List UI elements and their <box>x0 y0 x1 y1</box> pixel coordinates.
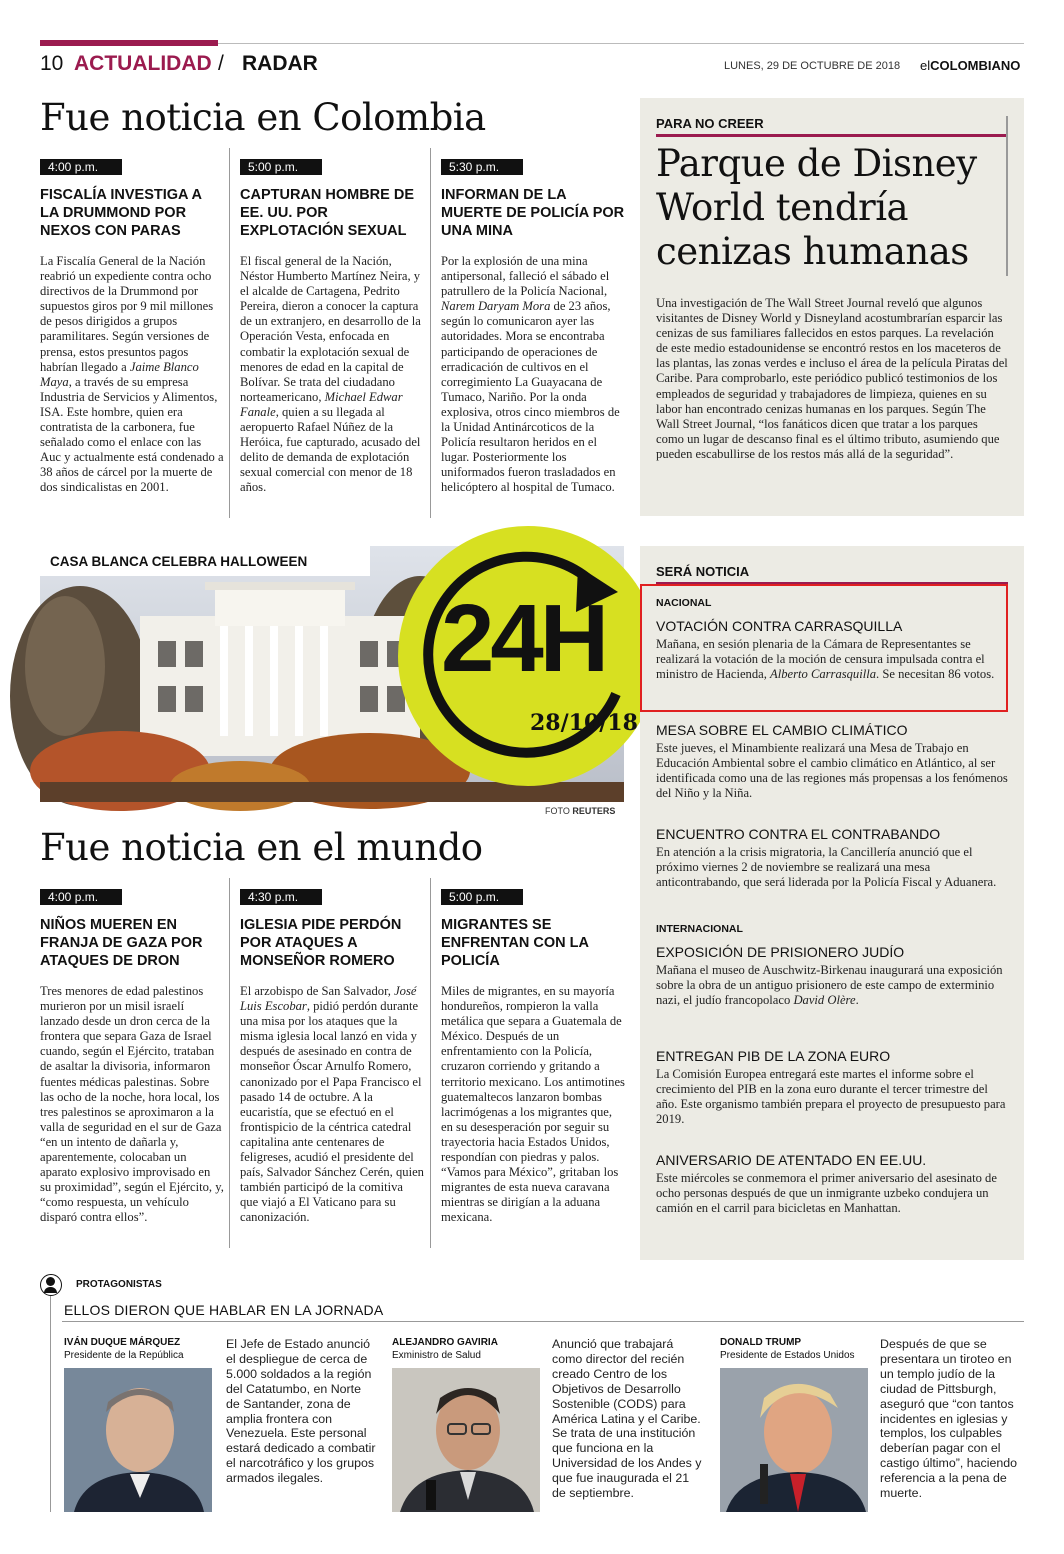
upcoming-news-body: Este miércoles se conmemora el primer aniversario del asesinato de ocho personas después de que un inmigrante uzbeko condujera un camión en el carril para bicicletas en Manhattan. <box>656 1171 997 1216</box>
newspaper-name: elCOLOMBIANO <box>920 58 1021 73</box>
column-divider <box>430 148 431 518</box>
news-time-badge: 4:30 p.m. <box>240 889 322 905</box>
disney-panel <box>640 98 1024 516</box>
person-role: Presidente de la República <box>64 1350 184 1361</box>
protagonistas-subtitle: ELLOS DIERON QUE HABLAR EN LA JORNADA <box>64 1302 384 1318</box>
colombia-news-3 <box>441 158 625 496</box>
news-body: Tres menores de edad palestinos murieron por un misil israelí lanzado desde un dron cerca de la frontera que separa Gaza de Israel cuando, según el Ejército, trataban de asaltar la divisoria, informaron fuentes médicas palestinas. Sobre las ocho de la noche, hora local, los tres palestinos se aproximaron a la valla de seguridad en el sur de Gaza “en un intento de dañarla y, aparentemente, colocaban un aparato explosivo improvisado en su proximidad”, según el Ejército, y, “como respuesta, un vehículo disparó contra ellos”. <box>40 984 224 1225</box>
24h-badge-text: 24H <box>440 585 606 692</box>
mundo-news-1 <box>40 888 224 1226</box>
person-role: Presidente de Estados Unidos <box>720 1350 855 1361</box>
disney-side-rule <box>1006 116 1008 276</box>
24h-badge-date: 28/10/18 <box>530 710 638 736</box>
subsection-name: RADAR <box>242 52 318 75</box>
upcoming-news-body: La Comisión Europea entregará este martes el informe sobre el crecimiento del PIB en la zona euro durante el tercer trimestre del año. Este organismo también prepara el proyecto de presupuesto para 2019. <box>656 1067 1006 1127</box>
upcoming-news-title: ENTREGAN PIB DE LA ZONA EURO <box>656 1048 891 1064</box>
news-time-badge: 5:00 p.m. <box>441 889 523 905</box>
portrait-placeholder <box>64 1368 212 1512</box>
gaviria-photo <box>392 1368 540 1512</box>
news-headline: INFORMAN DE LA MUERTE DE POLICÍA POR UNA MINA <box>441 187 625 239</box>
person-name: DONALD TRUMP <box>720 1337 802 1348</box>
news-time-badge: 5:30 p.m. <box>441 159 523 175</box>
section-name: ACTUALIDAD <box>74 52 212 75</box>
news-headline: IGLESIA PIDE PERDÓN POR ATAQUES A MONSEÑOR ROMERO <box>240 917 402 969</box>
upcoming-news-4 <box>656 944 1008 1008</box>
issue-date: LUNES, 29 DE OCTUBRE DE 2018 <box>724 60 901 72</box>
news-headline: CAPTURAN HOMBRE DE EE. UU. POR EXPLOTACIÓN SEXUAL <box>240 187 414 239</box>
photo-credit: FOTO REUTERS <box>545 806 616 816</box>
upcoming-news-title: ANIVERSARIO DE ATENTADO EN EE.UU. <box>656 1152 927 1168</box>
person-role: Exministro de Salud <box>392 1350 481 1361</box>
news-time-badge: 4:00 p.m. <box>40 889 122 905</box>
news-body: El arzobispo de San Salvador, José Luis Escobar, pidió perdón durante una misa por los ataques que la misma iglesia local lanzó en vida y después de asesinado en contra de monseñor Óscar Arnulfo Romero, canonizado por el Papa Francisco el pasado 14 de octubre. A la eucaristía, que se efectuó en el frontispicio de la céntrica catedral capitalina ante centenares de feligreses, acudió el presidente del país, Salvador Sánchez Cerén, quien también participó de la comitiva que viajó a El Vaticano para su canonización. <box>240 984 424 1225</box>
upcoming-news-body: En atención a la crisis migratoria, la Cancillería anunció que el próximo viernes 2 de noviembre se realizará una mesa anticontrabando, que será liderada por la Policía Fiscal y Aduanera. <box>656 845 997 890</box>
news-headline: FISCALÍA INVESTIGA A LA DRUMMOND POR NEXOS CON PARAS <box>40 187 202 239</box>
person-text: Después de que se presentara un tiroteo en un templo judío de la ciudad de Pittsburgh, aseguró que “con tantos incidentes en iglesias y templos, los culpables deberían pagar con el castigo último”, haciendo referencia a la pena de muerte. <box>880 1337 1018 1501</box>
news-headline: MIGRANTES SE ENFRENTAN CON LA POLICÍA <box>441 917 589 969</box>
protagonistas-rule <box>62 1321 1024 1322</box>
upcoming-news-3 <box>656 826 1008 890</box>
news-time-badge: 5:00 p.m. <box>240 159 322 175</box>
news-headline: NIÑOS MUEREN EN FRANJA DE GAZA POR ATAQUES DE DRON <box>40 917 203 969</box>
upcoming-news-title: VOTACIÓN CONTRA CARRASQUILLA <box>656 618 903 634</box>
disney-tag-rule <box>656 134 1008 137</box>
news-time-badge: 4:00 p.m. <box>40 159 122 175</box>
portrait-placeholder <box>392 1368 540 1512</box>
person-name: IVÁN DUQUE MÁRQUEZ <box>64 1337 181 1348</box>
upcoming-news-2 <box>656 722 1008 801</box>
disney-title: Parque de Disney World tendría cenizas humanas <box>656 142 977 273</box>
sera-noticia-panel <box>640 546 1024 1260</box>
colombia-news-1 <box>40 158 224 496</box>
person-name: ALEJANDRO GAVIRIA <box>392 1337 498 1348</box>
duque-photo <box>64 1368 212 1512</box>
person-icon <box>40 1274 62 1296</box>
upcoming-news-1 <box>656 618 1002 682</box>
upcoming-news-title: EXPOSICIÓN DE PRISIONERO JUDÍO <box>656 944 905 960</box>
internacional-label: INTERNACIONAL <box>656 923 743 935</box>
mundo-news-2 <box>240 888 424 1226</box>
header-accent-rule <box>40 40 218 46</box>
protagonistas-side-rule <box>50 1296 51 1512</box>
person-text: El Jefe de Estado anunció el despliegue de cerca de 5.000 soldados a la región del Catatumbo, en Norte de Santander, zona de amplia frontera con Venezuela. Este personal estará dedicado a combatir el narcotráfico y los grupos armados ilegales. <box>226 1337 376 1486</box>
portrait-placeholder <box>720 1368 868 1512</box>
mundo-section-title: Fue noticia en el mundo <box>40 826 483 869</box>
trump-photo <box>720 1368 868 1512</box>
upcoming-news-body: Mañana, en sesión plenaria de la Cámara de Representantes se realizará la votación de la moción de censura impulsada contra el ministro de Hacienda, Alberto Carrasquilla. Se necesitan 86 votos. <box>656 637 995 682</box>
protagonistas-label: PROTAGONISTAS <box>76 1279 162 1290</box>
upcoming-news-6 <box>656 1152 1008 1216</box>
column-divider <box>229 878 230 1248</box>
column-divider <box>229 148 230 518</box>
disney-body: Una investigación de The Wall Street Journal reveló que algunos visitantes de Disney World y Disneyland acostumbrarían esparcir las cenizas de sus familiares fallecidos en estos parques. La revelación de este medio estadounidense se encontró restos en los maceteros de las plantas, las zonas verdes e incluso el área de la película Piratas del Caribe. Para comprobarlo, este periódico publicó testimonios de los empleados de seguridad y trabajadores de limpieza, quienes en su labor han encontrado cenizas humanas en los parques. Según The Wall Street Journal, “los fanáticos dicen que tratar a los parques como un lugar de descanso final es el último tributo, asumiendo que pueden escabullirse de los restos más allá de la seguridad”. <box>656 296 1008 461</box>
page-number: 10 <box>40 52 64 75</box>
news-body: Miles de migrantes, en su mayoría hondureños, rompieron la valla metálica que separa a Guatemala de México. Después de un enfrentamiento con la Policía, cruzaron corriendo y gritando a territorio mexicano. Los antimotines guatemaltecos lanzaron bombas lacrimógenas a los migrantes que, en su desesperación por seguir su trayectoria hacia Estados Unidos, respondían con piedras y palos. “Vamos para México”, gritaban los migrantes de esta nueva caravana mientras se dirigían a la aduana mexicana. <box>441 984 625 1225</box>
person-text: Anunció que trabajará como director del recién creado Centro de los Objetivos de Desarrollo Sostenible (CODS) para América Latina y el Caribe. Se trata de una institución que funciona en la Universidad de los Andes y que fue inaugurada el 21 de septiembre. <box>552 1337 702 1501</box>
upcoming-news-body: Este jueves, el Minambiente realizará una Mesa de Trabajo en Educación Ambiental sobre el cambio climático en Atlántico, al ser identificada como una de las regiones más propensas a los fenómenos del Niño y la Niña. <box>656 741 1008 801</box>
colombia-news-2 <box>240 158 424 496</box>
24h-badge <box>398 526 658 786</box>
news-body: La Fiscalía General de la Nación reabrió un expediente contra ocho directivos de la Drummond por supuestos giros por 9 mil millones de pesos dirigidos a grupos paramilitares. Según versiones de prensa, estos presuntos pagos habrían llegado a Jaime Blanco Maya, a través de su empresa Industria de Servicios y Alimentos, ISA. Este hombre, quien era contratista de la carbonera, fue señalado como el enlace con las Auc y actualmente está condenado a 38 años de cárcel por la muerte de dos sindicalistas en 2001. <box>40 254 224 495</box>
news-body: El fiscal general de la Nación, Néstor Humberto Martínez Neira, y el alcalde de Cartagena, Pedrito Pereira, dieron a conocer la captura de un extranjero, en desarrollo de la Operación Vesta, enfocada en combatir la explotación sexual de menores de edad en la capital de Bolívar. Se trata del ciudadano norteamericano, Michael Edwar Fanale, quien a su llegada al aeropuerto Rafael Núñez de la Heróica, fue capturado, acusado del delito de demanda de explotación sexual comercial con menor de 18 años. <box>240 254 421 495</box>
news-body: Por la explosión de una mina antipersonal, falleció el sábado el patrullero de la Policía Nacional, Narem Daryam Mora de 23 años, según lo comunicaron ayer las autoridades. Mora se encontraba participando de operaciones de erradicación de cultivos en el corregimiento La Guayacana de Tumaco, Nariño. Por la onda explosiva, otros cinco miembros de la Unidad Antinárcoticos de la Policía resultaron heridos en el lugar. Posteriormente los uniformados fueron trasladados en helicóptero al hospital de Tumaco. <box>441 254 620 495</box>
upcoming-news-body: Mañana el museo de Auschwitz-Birkenau inaugurará una exposición sobre la obra de un antiguo prisionero de este campo de exterminio nazi, el judío francopolaco David Olère. <box>656 963 1003 1008</box>
section-separator: / <box>218 52 224 75</box>
photo-caption: CASA BLANCA CELEBRA HALLOWEEN <box>50 554 308 569</box>
upcoming-news-title: ENCUENTRO CONTRA EL CONTRABANDO <box>656 826 941 842</box>
header-thin-rule <box>218 43 1024 44</box>
white-house-photo <box>40 546 638 802</box>
nacional-label: NACIONAL <box>656 597 712 609</box>
disney-tag: PARA NO CREER <box>656 116 764 131</box>
colombia-section-title: Fue noticia en Colombia <box>40 96 486 139</box>
upcoming-news-title: MESA SOBRE EL CAMBIO CLIMÁTICO <box>656 722 908 738</box>
mundo-news-3 <box>441 888 625 1226</box>
column-divider <box>430 878 431 1248</box>
upcoming-news-5 <box>656 1048 1008 1127</box>
sera-noticia-tag: SERÁ NOTICIA <box>656 564 750 579</box>
